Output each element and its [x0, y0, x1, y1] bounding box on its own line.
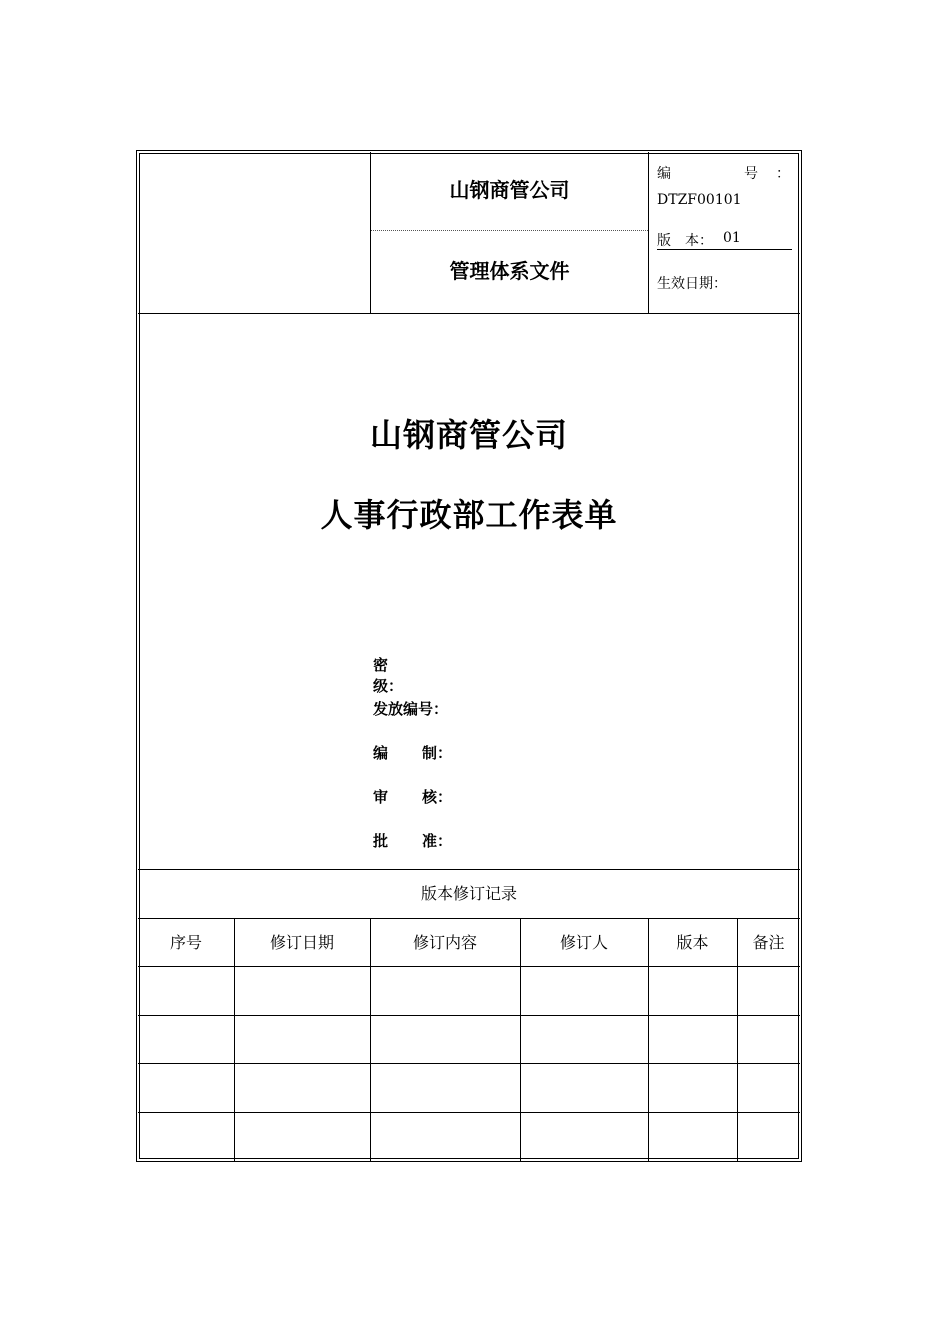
col-divider-3	[520, 918, 521, 1161]
col-header-index: 序号	[169, 933, 202, 952]
main-title-form: 人事行政部工作表单	[320, 496, 618, 534]
field-prepared-by: 编 制：	[373, 744, 453, 762]
header-company: 山钢商管公司	[449, 178, 570, 202]
col-divider-2	[370, 918, 371, 1161]
document-form	[136, 150, 802, 1162]
field-approved-by: 批 准：	[373, 832, 453, 850]
header-bottom-line	[138, 313, 800, 314]
code-label-colon: ：	[776, 166, 790, 182]
header-dotted-separator	[371, 230, 648, 231]
col-header-date: 修订日期	[269, 933, 334, 952]
col-divider-1	[234, 918, 235, 1161]
revision-title: 版本修订记录	[420, 884, 517, 903]
code-label-char2: 号	[744, 166, 758, 182]
table-row	[138, 1063, 800, 1064]
version-value: 01	[723, 230, 741, 246]
main-title-company: 山钢商管公司	[369, 416, 568, 454]
table-row	[138, 966, 800, 967]
header-divider-2	[648, 152, 649, 314]
col-divider-5	[737, 918, 738, 1161]
version-label: 版 本：	[657, 233, 713, 249]
revision-header-top	[138, 918, 800, 919]
revision-top-line	[138, 869, 800, 870]
field-confidentiality: 密级：	[373, 656, 404, 695]
inner-border	[139, 153, 799, 1159]
table-row	[138, 1112, 800, 1113]
field-reviewed-by: 审 核：	[373, 788, 453, 806]
field-issue-number: 发放编号：	[373, 700, 449, 718]
col-header-content: 修订内容	[412, 933, 477, 952]
code-value: DTZF00101	[657, 192, 742, 208]
code-label-char1: 编	[657, 166, 671, 182]
table-row	[138, 1015, 800, 1016]
version-underline	[657, 249, 792, 250]
header-system-doc: 管理体系文件	[449, 259, 570, 283]
effective-date-label: 生效日期：	[657, 276, 727, 292]
col-header-reviser: 修订人	[559, 933, 608, 952]
col-divider-4	[648, 918, 649, 1161]
col-header-remarks: 备注	[752, 933, 785, 952]
col-header-version: 版本	[676, 933, 709, 952]
